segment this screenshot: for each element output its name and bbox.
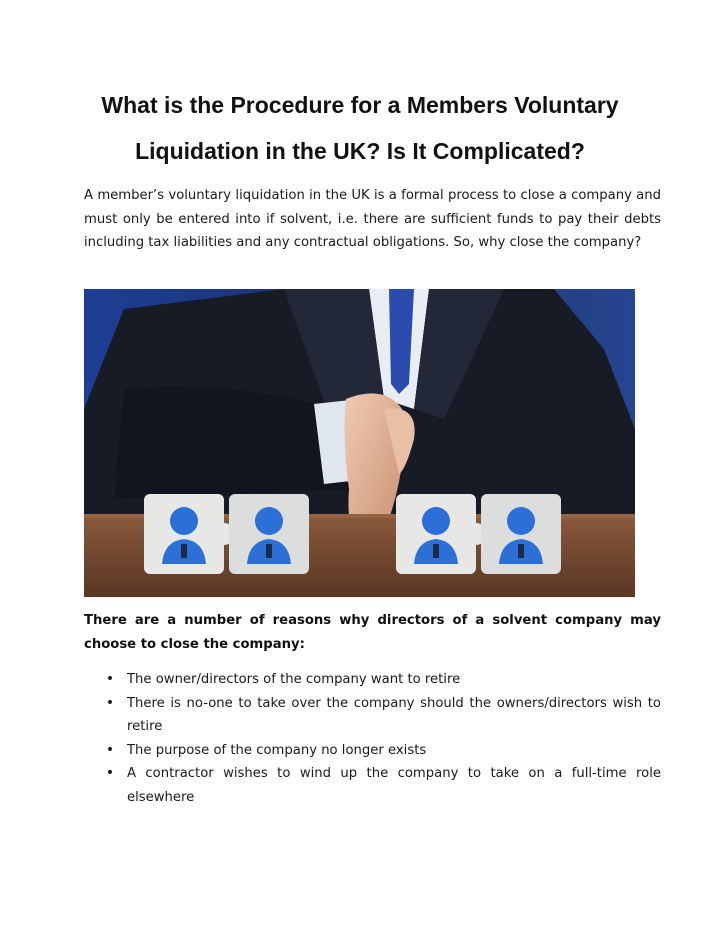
reasons-heading: There are a number of reasons why directors of a solvent company may choose to close the company: xyxy=(84,613,661,652)
list-item xyxy=(84,692,661,739)
bullet-icon: • xyxy=(105,765,115,781)
page-title xyxy=(40,82,680,174)
article-photo xyxy=(84,289,635,597)
intro-paragraph: A member’s voluntary liquidation in the UK is a formal process to close a company and must only be entered into if solvent, i.e. there are sufficient funds to pay their debts including tax liabilities and any contractual obligations. So, why close the company? xyxy=(84,188,661,250)
list-item-text: A contractor wishes to wind up the company to take on a full-time role elsewhere xyxy=(127,766,661,805)
list-item-text: The owner/directors of the company want to retire xyxy=(127,672,461,687)
list-item-text: The purpose of the company no longer exists xyxy=(127,742,427,758)
bullet-icon: • xyxy=(105,741,115,758)
bullet-icon: • xyxy=(105,694,115,711)
list-item xyxy=(84,668,661,692)
list-item-text: There is no-one to take over the company should the owners/directors wish to retire xyxy=(127,695,661,734)
title-line-1: What is the Procedure for a Members Voluntary xyxy=(101,92,619,118)
bullet-icon: • xyxy=(105,671,115,687)
list-item xyxy=(84,739,661,763)
reasons-list xyxy=(84,668,661,809)
list-item xyxy=(84,762,661,809)
title-line-2: Liquidation in the UK? Is It Complicated? xyxy=(135,138,585,164)
